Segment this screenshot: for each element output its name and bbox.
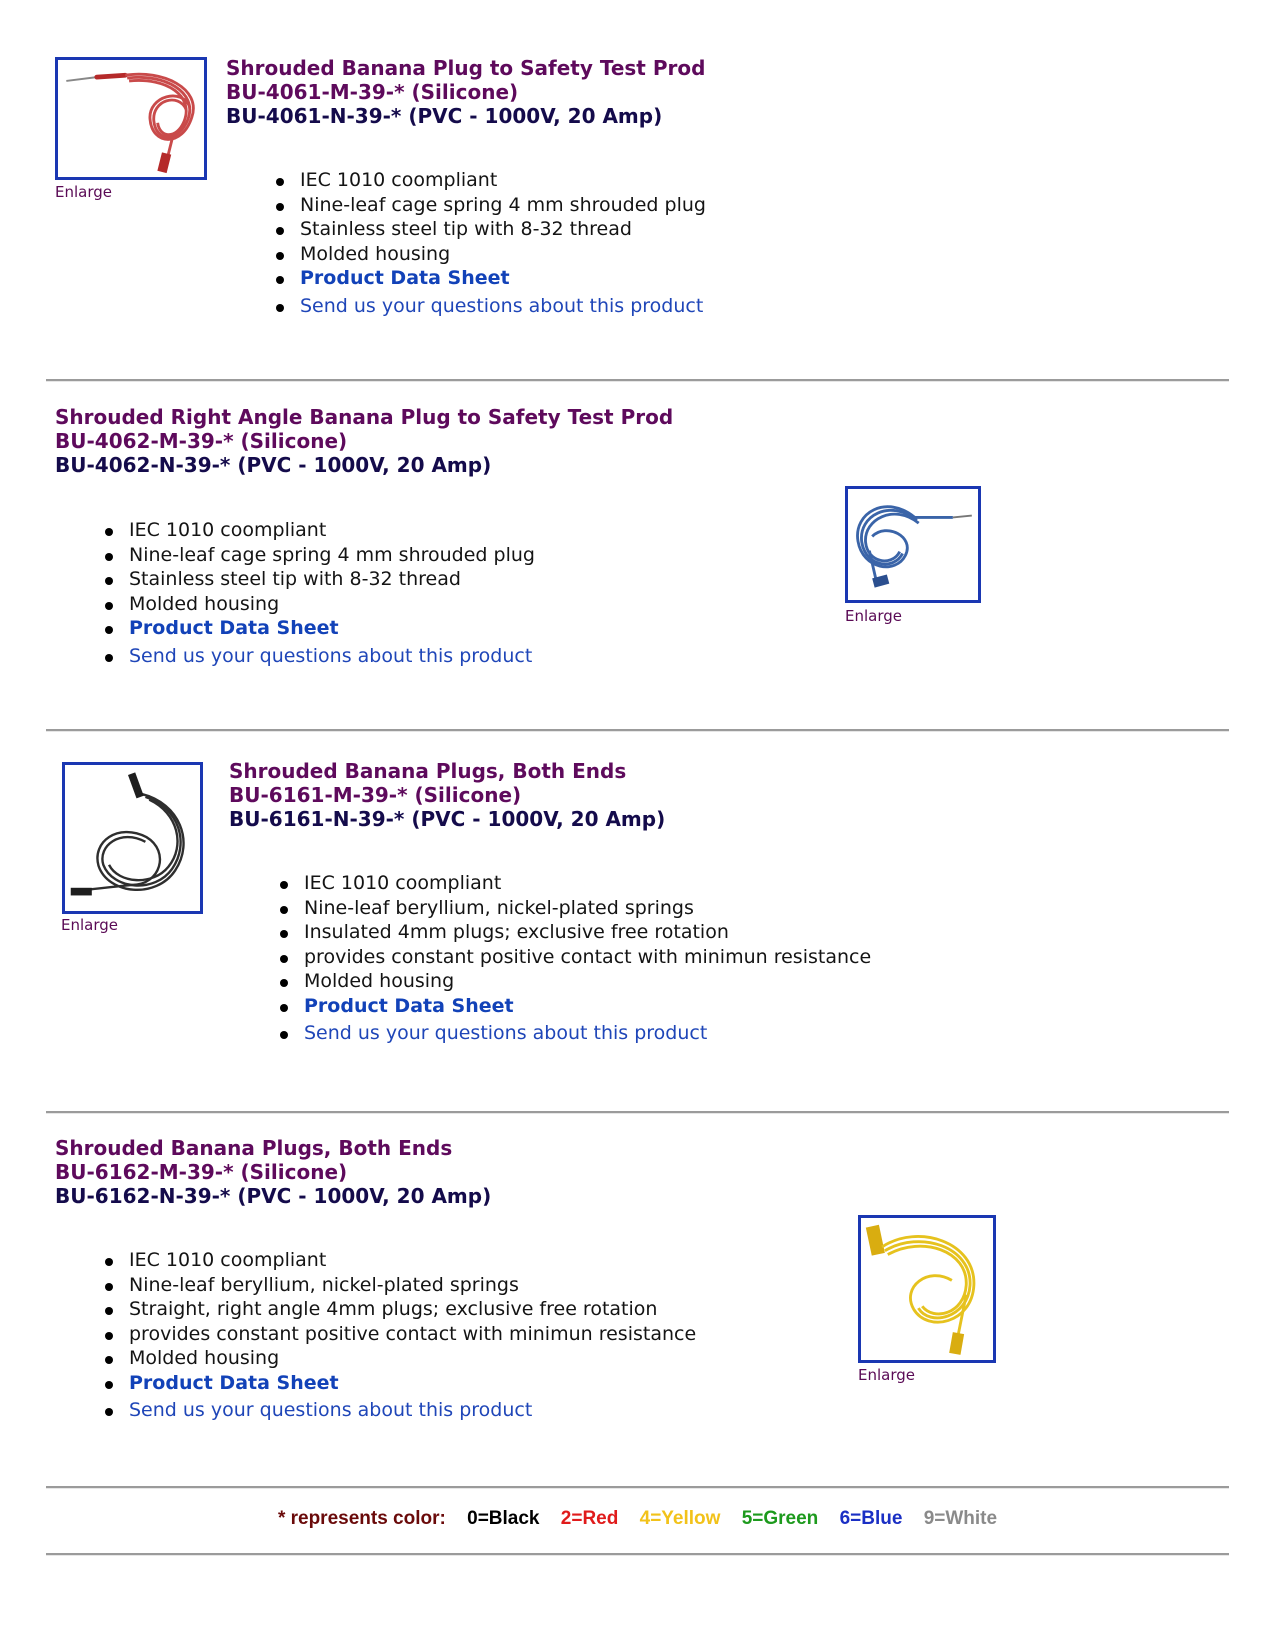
feature-item: Nine-leaf cage spring 4 mm shrouded plug [105, 543, 535, 568]
send-questions-link[interactable]: Send us your questions about this product [280, 1018, 871, 1046]
section-divider [46, 1486, 1229, 1489]
part-number-silicone: BU-6161-M-39-* (Silicone) [229, 783, 522, 807]
feature-item: Molded housing [105, 592, 535, 617]
section-divider [46, 379, 1229, 382]
product-title: Shrouded Banana Plug to Safety Test Prod [226, 56, 706, 80]
color-legend-label: * represents color: [277, 1508, 446, 1529]
send-questions-link[interactable]: Send us your questions about this product [105, 641, 535, 669]
section-divider [46, 1553, 1229, 1556]
enlarge-link[interactable]: Enlarge [61, 916, 118, 934]
send-questions-link[interactable]: Send us your questions about this product [105, 1395, 696, 1423]
yellow-test-lead-illustration [861, 1218, 993, 1360]
feature-item: provides constant positive contact with minimun resistance [105, 1322, 696, 1347]
product-header [55, 1136, 491, 1208]
feature-item: IEC 1010 coompliant [280, 871, 871, 896]
feature-item: provides constant positive contact with minimun resistance [280, 945, 871, 970]
part-number-pvc: BU-4062-N-39-* (PVC - 1000V, 20 Amp) [55, 453, 492, 477]
red-test-lead-illustration [58, 60, 204, 177]
part-number-pvc: BU-6162-N-39-* (PVC - 1000V, 20 Amp) [55, 1184, 492, 1208]
color-legend-black: 0=Black [467, 1508, 540, 1529]
feature-item: Molded housing [276, 242, 706, 267]
product-title: Shrouded Banana Plugs, Both Ends [229, 759, 627, 783]
feature-item: Insulated 4mm plugs; exclusive free rotation [280, 920, 871, 945]
section-divider [46, 729, 1229, 732]
product-data-sheet-link[interactable]: Product Data Sheet [105, 1371, 696, 1396]
feature-item: Nine-leaf beryllium, nickel-plated springs [280, 896, 871, 921]
product-image-black-lead[interactable] [62, 762, 203, 914]
feature-item: Molded housing [280, 969, 871, 994]
blue-test-lead-illustration [848, 489, 978, 600]
enlarge-link[interactable]: Enlarge [845, 607, 902, 625]
enlarge-link[interactable]: Enlarge [55, 183, 112, 201]
color-legend-green: 5=Green [741, 1508, 819, 1529]
feature-item: Nine-leaf beryllium, nickel-plated springs [105, 1273, 696, 1298]
part-number-pvc: BU-6161-N-39-* (PVC - 1000V, 20 Amp) [229, 807, 666, 831]
part-number-silicone: BU-4061-M-39-* (Silicone) [226, 80, 519, 104]
feature-item: IEC 1010 coompliant [276, 168, 706, 193]
feature-list [105, 1248, 696, 1423]
product-header [226, 56, 705, 128]
black-test-lead-illustration [65, 765, 200, 911]
product-header [229, 759, 665, 831]
enlarge-link[interactable]: Enlarge [858, 1366, 915, 1384]
feature-list [280, 871, 871, 1046]
feature-list [105, 518, 535, 668]
feature-item: Straight, right angle 4mm plugs; exclusive free rotation [105, 1297, 696, 1322]
feature-item: IEC 1010 coompliant [105, 1248, 696, 1273]
product-image-red-lead[interactable] [55, 57, 207, 180]
color-legend-red: 2=Red [560, 1508, 619, 1529]
part-number-pvc: BU-4061-N-39-* (PVC - 1000V, 20 Amp) [226, 104, 663, 128]
product-title: Shrouded Banana Plugs, Both Ends [55, 1136, 453, 1160]
feature-item: Stainless steel tip with 8-32 thread [105, 567, 535, 592]
section-divider [46, 1111, 1229, 1114]
product-header [55, 405, 673, 477]
product-title: Shrouded Right Angle Banana Plug to Safety Test Prod [55, 405, 674, 429]
product-image-yellow-lead[interactable] [858, 1215, 996, 1363]
color-legend-yellow: 4=Yellow [639, 1508, 721, 1529]
part-number-silicone: BU-6162-M-39-* (Silicone) [55, 1160, 348, 1184]
product-image-blue-lead[interactable] [845, 486, 981, 603]
feature-item: Nine-leaf cage spring 4 mm shrouded plug [276, 193, 706, 218]
color-legend-white: 9=White [923, 1508, 998, 1529]
color-legend-blue: 6=Blue [839, 1508, 903, 1529]
part-number-silicone: BU-4062-M-39-* (Silicone) [55, 429, 348, 453]
product-data-sheet-link[interactable]: Product Data Sheet [105, 616, 535, 641]
feature-item: IEC 1010 coompliant [105, 518, 535, 543]
color-legend [0, 1508, 1275, 1530]
feature-item: Stainless steel tip with 8-32 thread [276, 217, 706, 242]
product-data-sheet-link[interactable]: Product Data Sheet [280, 994, 871, 1019]
feature-item: Molded housing [105, 1346, 696, 1371]
product-data-sheet-link[interactable]: Product Data Sheet [276, 266, 706, 291]
feature-list [276, 168, 706, 318]
send-questions-link[interactable]: Send us your questions about this product [276, 291, 706, 319]
